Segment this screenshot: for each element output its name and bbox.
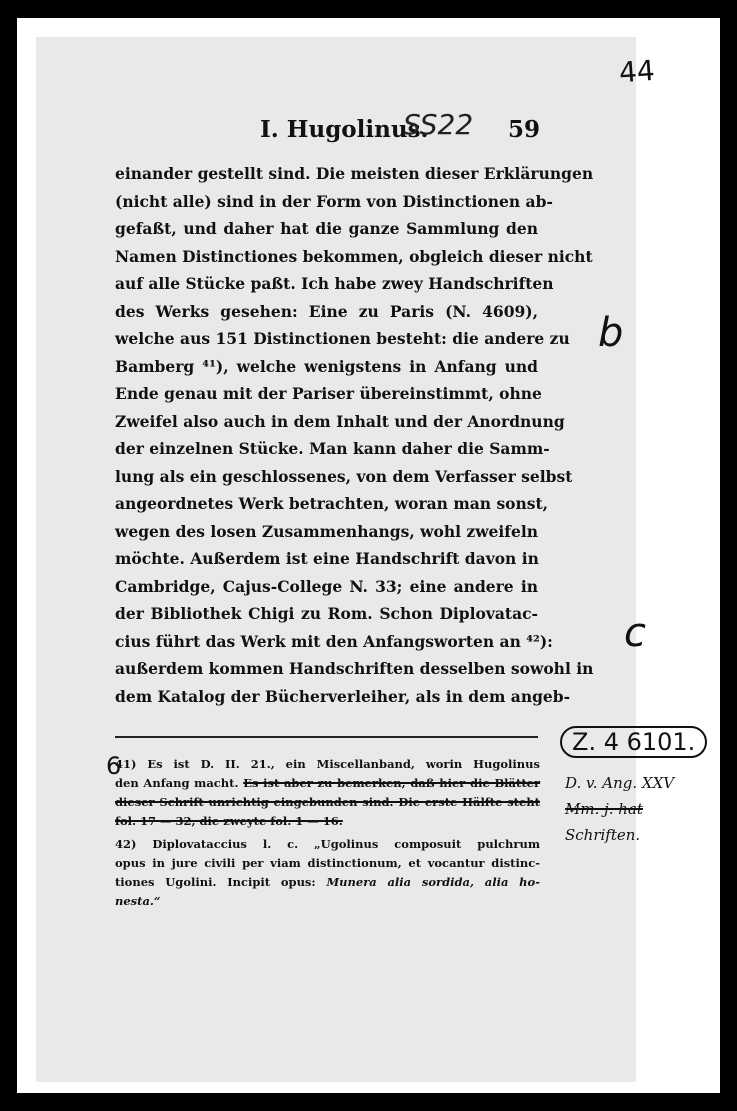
body-line: Ende genau mit der Pariser übereinstimmt, ohne [115,384,542,403]
printed-page-number: 59 [508,116,541,143]
margin-note-line: Mm. j. hat [565,800,643,818]
body-line: Zweifel also auch in dem Inhalt und der Anordnung [115,411,565,431]
footnote-41-line: 41) Es ist D. II. 21., ein Miscellanband, worin Hugolinus [115,757,540,771]
body-line: einander gestellt sind. Die meisten dieser Erklärungen [115,164,594,183]
struck-footnote-line: fol. 17 — 32, die zweyte fol. 1 — 16. [115,814,343,828]
struck-footnote-line: dieser Schrift unrichtig eingebunden sind. Die erste Hälfte steht [115,795,540,809]
body-line: außerdem kommen Handschriften desselben sowohl in [115,659,594,678]
footnote-42-line: nesta.“ [115,894,161,908]
margin-note-line: D. v. Ang. XXV [565,774,675,792]
body-line: der Bibliothek Chigi zu Rom. Schon Diplovatac- [115,604,538,623]
body-line: angeordnetes Werk betrachten, woran man sonst, [115,494,549,513]
footnote-quote: Munera alia sordida, alia ho- [326,875,540,889]
margin-shelfmark: Z. 4 6101. [560,726,707,758]
body-text [115,160,594,710]
body-line: Bamberg ⁴¹), welche wenigstens in Anfang und [115,356,538,376]
body-line: Namen Distinctiones bekommen, obgleich dieser nicht [115,246,593,266]
footnotes [115,755,540,911]
body-line: gefaßt, und daher hat die ganze Sammlung den [115,219,538,238]
footnote-42-line: opus in jure civili per viam distinctionum, et vocantur distinc- [115,856,540,870]
body-line: des Werks gesehen: Eine zu Paris (N. 4609), [115,301,538,321]
body-line: auf alle Stücke paßt. Ich habe zwey Handschriften [115,274,554,293]
body-line: (nicht alle) sind in der Form von Distinctionen ab- [115,191,553,211]
margin-mark-c: c [624,610,646,656]
body-line: Cambridge, Cajus-College N. 33; eine andere in [115,576,538,596]
body-line: wegen des losen Zusammenhangs, wohl zweifeln [115,521,538,541]
struck-footnote-text: Es ist aber zu bemerken, daß hier die Blätter [243,776,540,790]
margin-mark-b: b [598,310,624,356]
body-line: möchte. Außerdem ist eine Handschrift davon in [115,549,539,568]
margin-note [565,770,674,848]
footnote-rule [115,736,538,738]
margin-note-line: Schriften. [565,826,641,844]
running-header-title: I. Hugolinus. [260,116,429,143]
handwritten-page-number: 44 [617,53,656,90]
body-line: cius führt das Werk mit den Anfangsworten an ⁴²): [115,631,553,651]
body-line: welche aus 151 Distinctionen besteht: die andere zu [115,329,570,348]
margin-mark-6: 6 [106,752,122,780]
footnote-42-line [115,873,540,892]
body-line: dem Katalog der Bücherverleiher, als in dem angeb- [115,686,571,706]
body-line: lung als ein geschlossenes, von dem Verfasser selbst [115,466,573,486]
footnote-text: tiones Ugolini. Incipit opus: [115,875,316,889]
footnote-42-line: 42) Diplovataccius l. c. „Ugolinus composuit pulchrum [115,837,540,851]
header-scribble: SS22 [403,108,474,141]
footnote-41-line [115,774,540,793]
footnote-text: den Anfang macht. [115,776,239,790]
body-line: der einzelnen Stücke. Man kann daher die Samm- [115,439,550,458]
